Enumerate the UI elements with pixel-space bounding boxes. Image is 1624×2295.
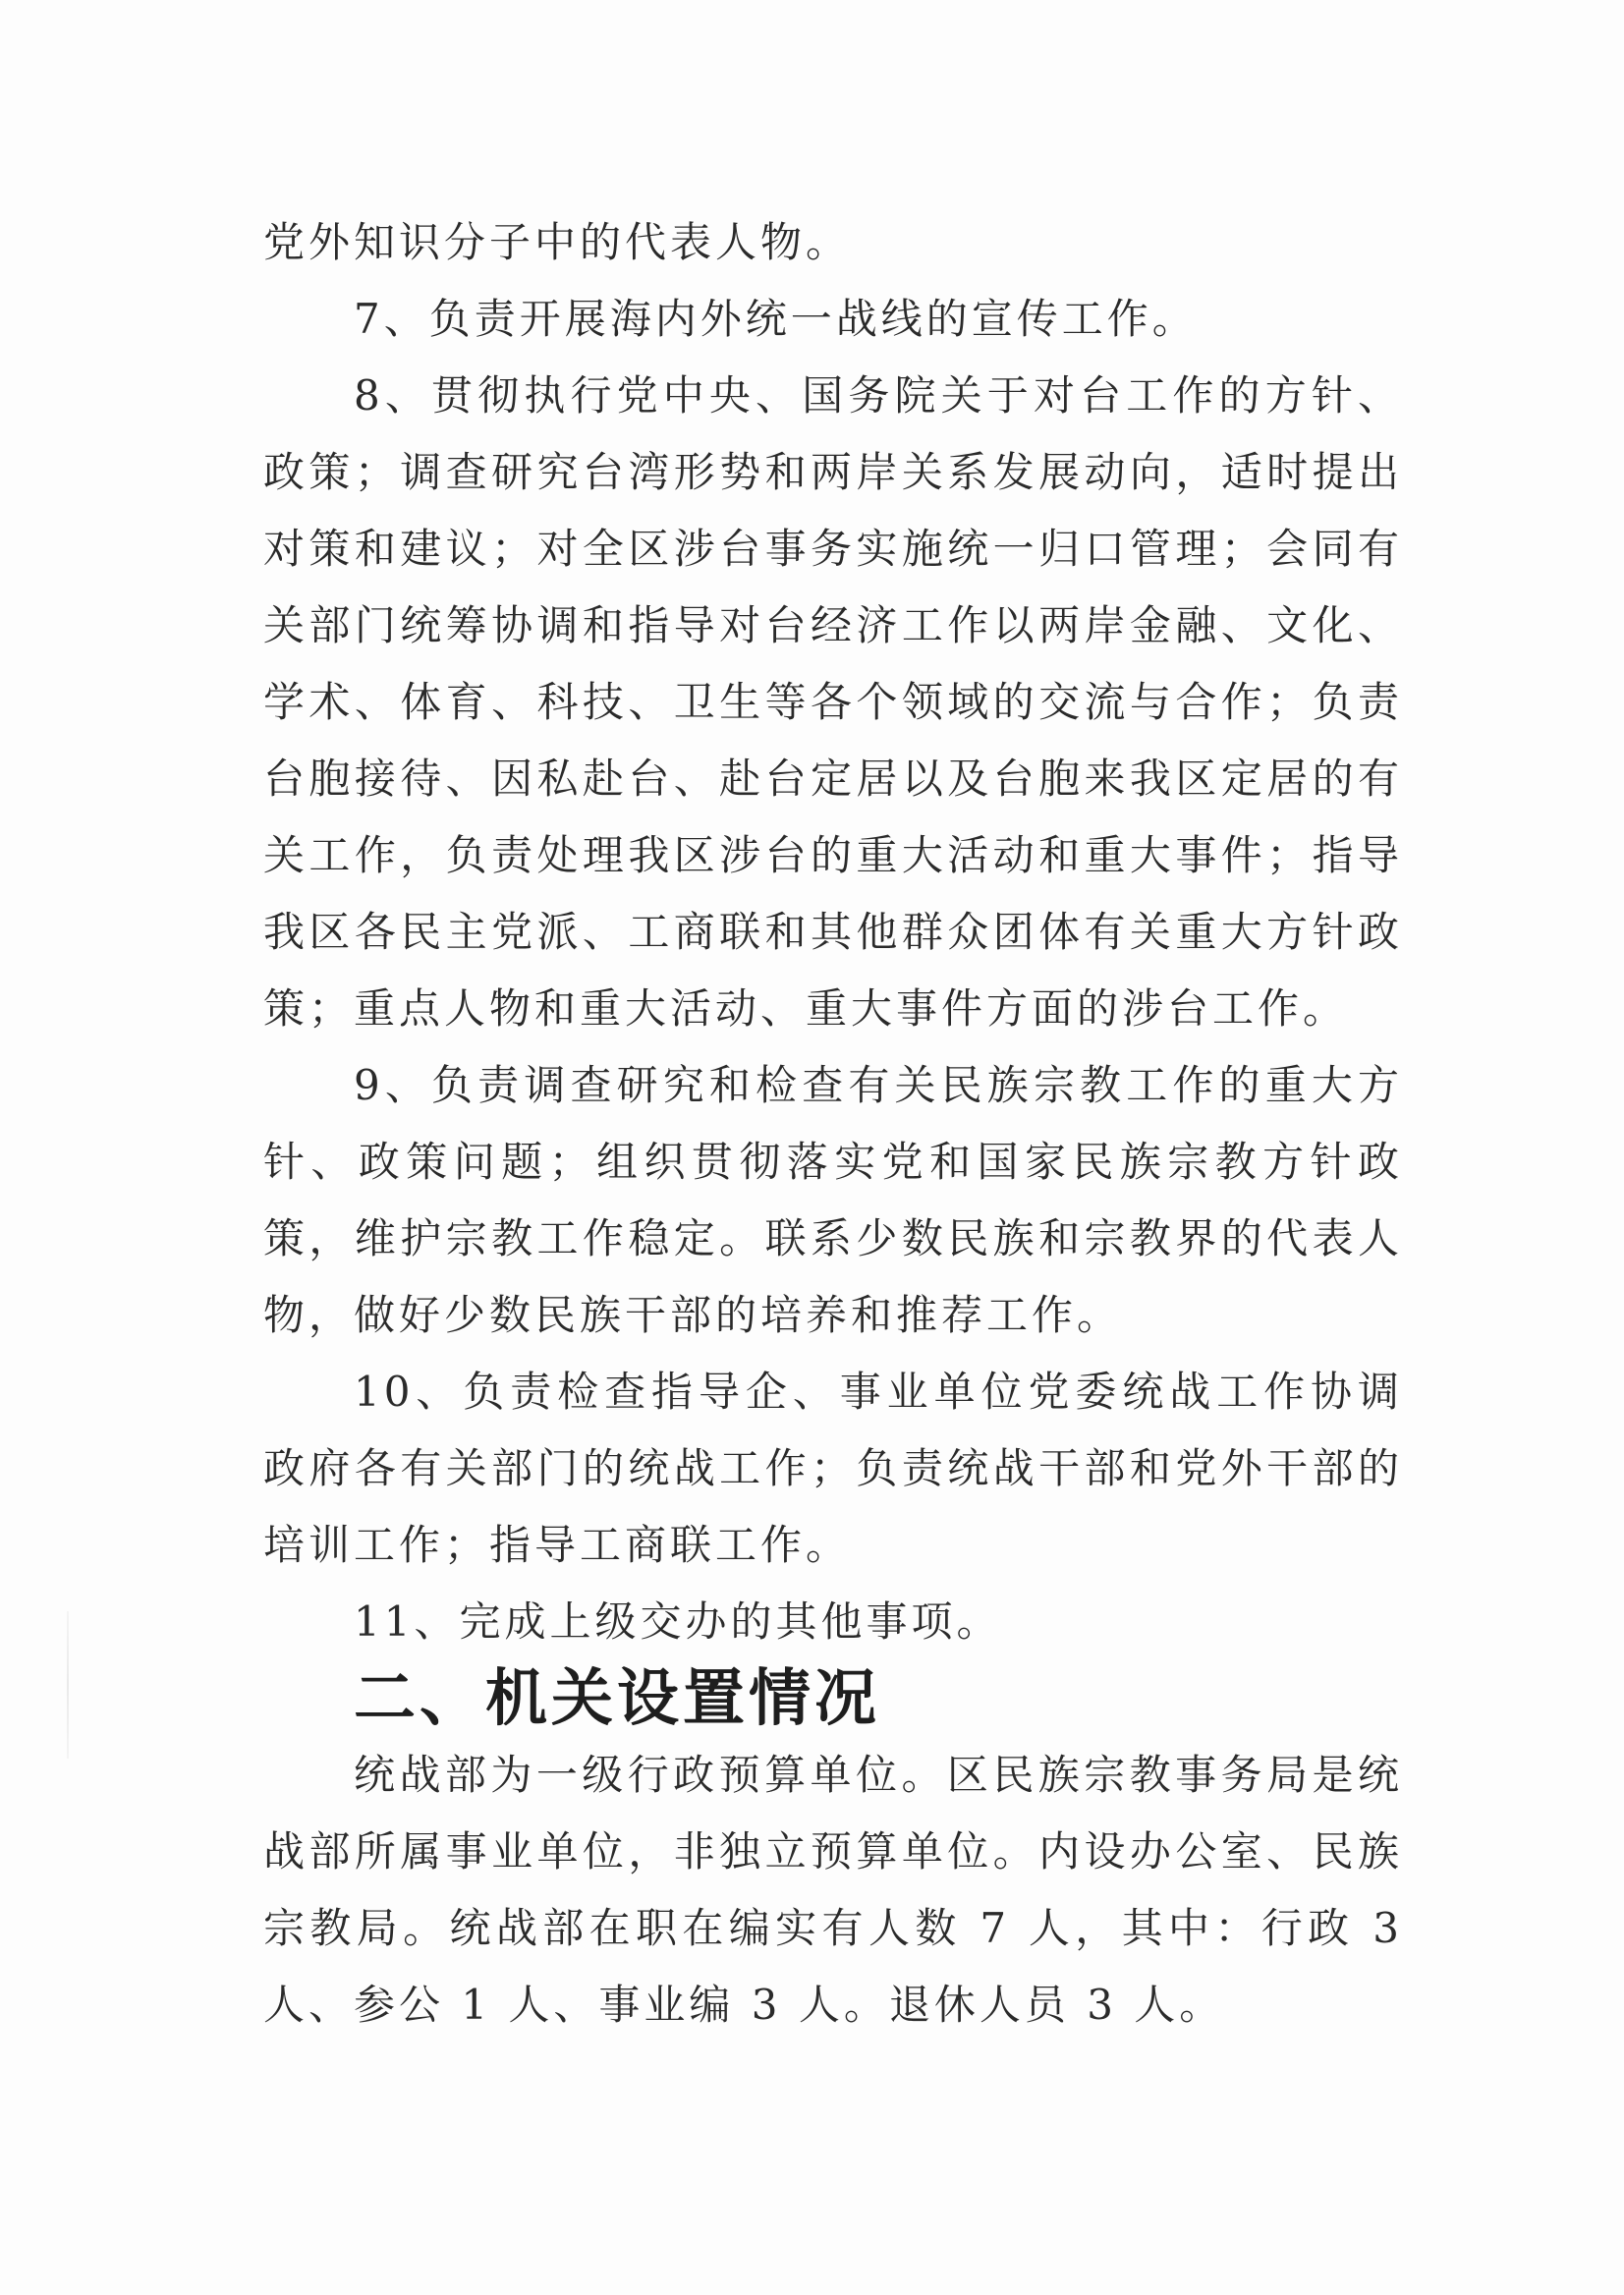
paragraph-item-8: 8、贯彻执行党中央、国务院关于对台工作的方针、政策；调查研究台湾形势和两岸关系发展动向，适时提出对策和建议；对全区涉台事务实施统一归口管理；会同有关部门统筹协调和指导对台经济工作以两岸金融、文化、学术、体育、科技、卫生等各个领域的交流与合作；负责台胞接待、因私赴台、赴台定居以及台胞来我区定居的有关工作，负责处理我区涉台的重大活动和重大事件；指导我区各民主党派、工商联和其他群众团体有关重大方针政策；重点人物和重大活动、重大事件方面的涉台工作。 [263,371,1403,1033]
paragraph-item-7: 7、负责开展海内外统一战线的宣传工作。 [354,295,1198,343]
paragraph-item-9: 9、负责调查研究和检查有关民族宗教工作的重大方针、政策问题；组织贯彻落实党和国家民族宗教方针政策，维护宗教工作稳定。联系少数民族和宗教界的代表人物，做好少数民族干部的培养和推荐工作。 [263,1061,1403,1339]
scan-artifact-line [67,1611,69,1759]
paragraph-item-11: 11、完成上级交办的其他事项。 [354,1597,1002,1646]
paragraph-section-2-body: 统战部为一级行政预算单位。区民族宗教事务局是统战部所属事业单位，非独立预算单位。内设办公室、民族宗教局。统战部在职在编实有人数 7 人，其中：行政 3 人、参公 1 人、事业编 3 人。退休人员 3 人。 [263,1751,1403,2029]
paragraph-item-10: 10、负责检查指导企、事业单位党委统战工作协调政府各有关部门的统战工作；负责统战干部和党外干部的培训工作；指导工商联工作。 [263,1368,1403,1569]
document-body [263,204,1403,2043]
paragraph-continued: 党外知识分子中的代表人物。 [263,218,852,266]
section-heading-2: 二、机关设置情况 [354,1662,880,1734]
